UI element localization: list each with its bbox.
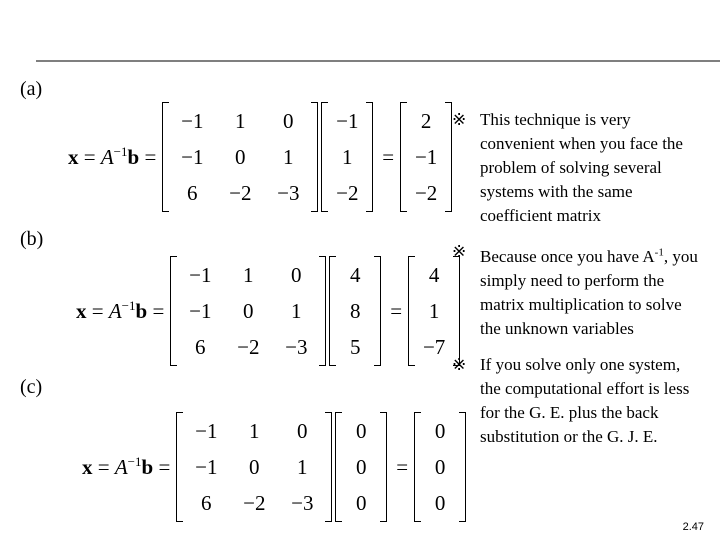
b-vector: −1 1 −2 — [321, 102, 373, 212]
reference-mark-icon: ※ — [452, 354, 467, 374]
note-text: Because once you have $A^{-1}$, you simply need to perform the matrix multiplication to solve the unknown variables — [480, 246, 698, 338]
reference-mark-icon: ※ — [452, 242, 467, 261]
equation-lhs: $x = A^{-1}b$ = — [82, 454, 171, 479]
equals-sign: = — [390, 298, 403, 323]
x-vector: 2 −1 −2 — [400, 102, 452, 212]
part-label-c: (c) — [20, 376, 43, 398]
equals-sign: = — [396, 454, 409, 479]
inverse-matrix: −1 1 0 −1 0 1 6 −2 −3 — [176, 412, 332, 522]
b-vector: 0 0 0 — [335, 412, 387, 522]
note-2 — [452, 240, 702, 341]
x-vector: 4 1 −7 — [408, 256, 460, 366]
top-rule — [36, 60, 720, 62]
b-vector: 4 8 5 — [329, 256, 381, 366]
equation-lhs: $x = A^{-1}b$ = — [68, 144, 157, 169]
equation-c — [82, 412, 469, 522]
note-text: If you solve only one system, the computational effort is less for the G. E. plus the back substitution or the G. J. E. — [480, 354, 690, 446]
reference-mark-icon: ※ — [452, 110, 467, 129]
x-vector: 0 0 0 — [414, 412, 466, 522]
page-number: 2.47 — [682, 521, 704, 533]
part-label-a: (a) — [20, 78, 43, 100]
equation-b — [76, 256, 463, 366]
equation-a — [68, 102, 455, 212]
note-1 — [452, 108, 702, 228]
part-label-b: (b) — [20, 228, 44, 250]
note-text: This technique is very convenient when you face the problem of solving several systems with the same coefficient matrix — [480, 110, 683, 225]
note-3 — [452, 353, 702, 449]
notes — [452, 108, 702, 461]
inverse-matrix: −1 1 0 −1 0 1 6 −2 −3 — [162, 102, 318, 212]
inverse-matrix: −1 1 0 −1 0 1 6 −2 −3 — [170, 256, 326, 366]
equation-lhs: $x = A^{-1}b$ = — [76, 298, 165, 323]
equals-sign: = — [382, 144, 395, 169]
